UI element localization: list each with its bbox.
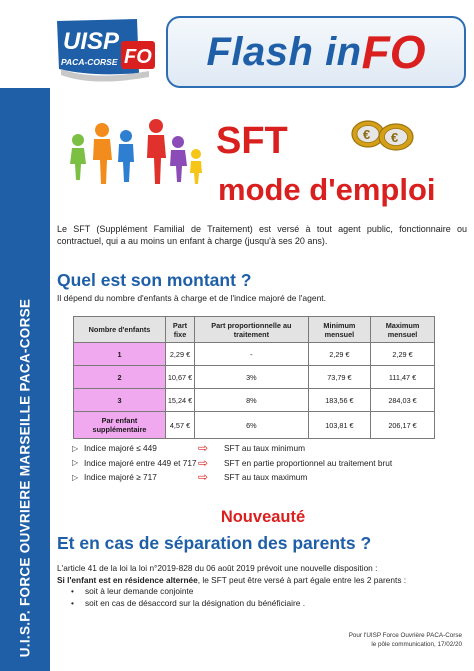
- flash-prefix: Flash in: [206, 29, 362, 74]
- list-item: [72, 456, 452, 471]
- logo-uisp-text: UISP: [63, 28, 120, 55]
- table-cell: 206,17 €: [371, 412, 435, 439]
- table-cell: 15,24 €: [166, 389, 195, 412]
- table-cell: 8%: [195, 389, 309, 412]
- footer-line-1: Pour l'UISP Force Ouvrière PACA-Corse: [348, 632, 462, 639]
- table-row: [74, 389, 435, 412]
- list-item: [57, 598, 467, 610]
- footer-signature: [262, 632, 462, 649]
- nouveaute-heading: Nouveauté: [220, 508, 306, 526]
- table-cell: 1: [74, 343, 166, 366]
- table-cell: 10,67 €: [166, 366, 195, 389]
- table-header-row: [74, 317, 435, 343]
- list-item-text: soit en cas de désaccord sur la désignation du bénéficiaire .: [85, 597, 306, 608]
- table-row: [74, 343, 435, 366]
- rule-condition: Indice majoré ≤ 449: [84, 443, 157, 454]
- separation-rule-line: [57, 575, 467, 587]
- table-header-cell: Part fixe: [166, 317, 195, 343]
- flash-fo: FO: [361, 26, 426, 78]
- table-cell: 111,47 €: [371, 366, 435, 389]
- logo-fo-text: FO: [124, 46, 152, 68]
- table-cell: 2,29 €: [166, 343, 195, 366]
- table-cell: 73,79 €: [308, 366, 370, 389]
- table-cell: -: [195, 343, 309, 366]
- table-header-cell: Part proportionnelle au traitement: [195, 317, 309, 343]
- sft-amount-table: [73, 316, 435, 439]
- table-row: [74, 366, 435, 389]
- svg-text:€: €: [363, 127, 371, 142]
- list-item: [57, 586, 467, 598]
- montant-subtitle: Il dépend du nombre d'enfants à charge et de l'indice majoré de l'agent.: [57, 293, 327, 303]
- right-arrow-icon: ⇨: [198, 455, 209, 470]
- table-cell: 2,29 €: [308, 343, 370, 366]
- side-banner: [0, 88, 50, 671]
- triangle-bullet-icon: ▷: [72, 458, 79, 468]
- separation-rule-rest: , le SFT peut être versé à part égale entre les 2 parents :: [197, 574, 407, 585]
- table-cell: 4,57 €: [166, 412, 195, 439]
- rule-condition: Indice majoré ≥ 717: [84, 472, 157, 483]
- list-item-text: soit à leur demande conjointe: [85, 586, 194, 596]
- rule-result: SFT en partie proportionnel au traitement brut: [224, 457, 393, 468]
- table-row: [74, 412, 435, 439]
- separation-heading: Et en cas de séparation des parents ?: [57, 533, 372, 553]
- indice-rules-list: [72, 441, 452, 485]
- bullet-icon: •: [71, 586, 74, 596]
- separation-body: [57, 563, 467, 609]
- residence-alternee-text: Si l'enfant est en résidence alternée: [57, 574, 198, 585]
- separation-options-list: [57, 586, 467, 609]
- list-item: [72, 441, 452, 456]
- table-cell: Par enfant supplémentaire: [74, 412, 166, 439]
- table-cell: 103,81 €: [308, 412, 370, 439]
- intro-paragraph: Le SFT (Supplément Familial de Traitement) est versé à tout agent public, fonctionnaire ou contractuel, qui a au moins un enfant à charge (jusqu'à ses 20 ans).: [57, 224, 467, 246]
- right-arrow-icon: ⇨: [198, 441, 209, 456]
- logo-region-text: PACA-CORSE: [61, 57, 118, 67]
- euro-coins-icon: [350, 118, 416, 152]
- rule-condition: Indice majoré entre 449 et 717: [84, 457, 197, 468]
- table-cell: 6%: [195, 412, 309, 439]
- family-figures-icon: [64, 118, 204, 188]
- table-header-cell: Maximum mensuel: [371, 317, 435, 343]
- triangle-bullet-icon: ▷: [72, 472, 79, 482]
- table-cell: 284,03 €: [371, 389, 435, 412]
- table-cell: 3: [74, 389, 166, 412]
- table-header-cell: Minimum mensuel: [308, 317, 370, 343]
- table-cell: 183,56 €: [308, 389, 370, 412]
- side-banner-text: U.I.S.P. FORCE OUVRIERE MARSEILLE PACA-CORSE: [17, 298, 33, 658]
- montant-heading: Quel est son montant ?: [57, 270, 252, 290]
- list-item: [72, 470, 452, 485]
- bullet-icon: •: [71, 597, 74, 608]
- triangle-bullet-icon: ▷: [72, 443, 79, 453]
- table-cell: 3%: [195, 366, 309, 389]
- footer-line-2: le pôle communication, 17/02/20: [371, 640, 462, 648]
- svg-text:€: €: [391, 130, 399, 145]
- uisp-fo-logo: [53, 15, 161, 87]
- separation-law-line: L'article 41 de la loi la loi n°2019-828 du 06 août 2019 prévoit une nouvelle disposition :: [57, 563, 378, 573]
- table-header-cell: Nombre d'enfants: [74, 317, 166, 343]
- table-cell: 2,29 €: [371, 343, 435, 366]
- right-arrow-icon: ⇨: [198, 470, 209, 485]
- rule-result: SFT au taux minimum: [224, 443, 305, 454]
- rule-result: SFT au taux maximum: [224, 472, 308, 483]
- title-mode-emploi: mode d'emploi: [218, 172, 436, 207]
- flash-info-banner: [166, 16, 466, 88]
- title-sft: SFT: [216, 120, 288, 162]
- table-cell: 2: [74, 366, 166, 389]
